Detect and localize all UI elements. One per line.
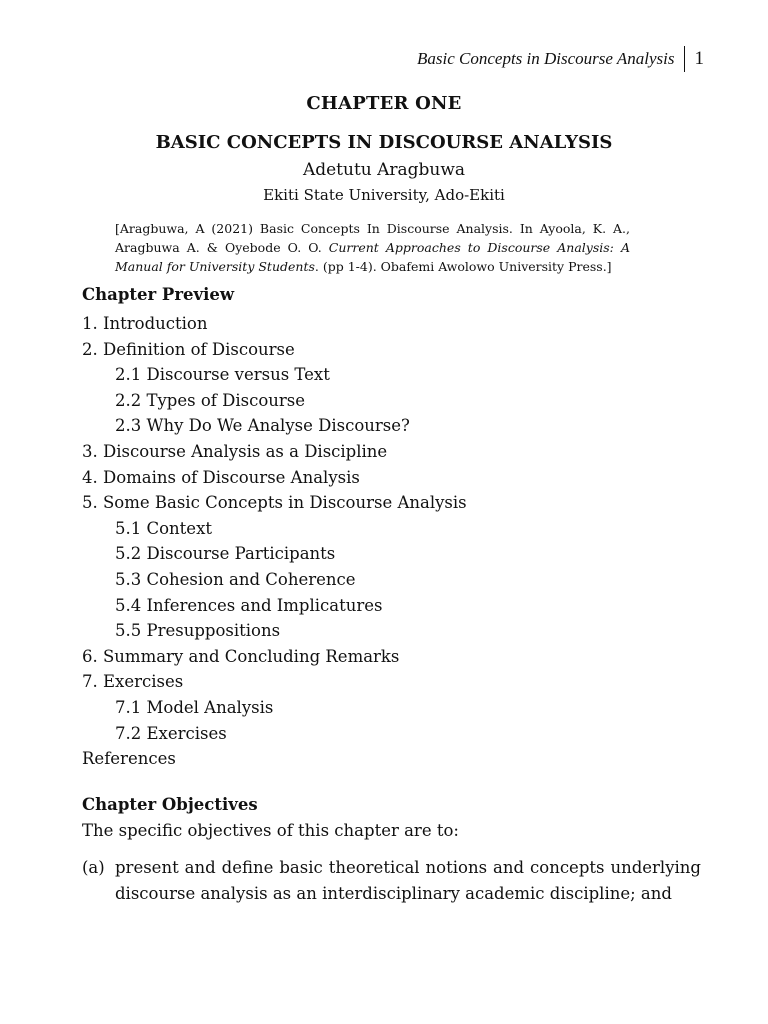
chapter-preview-heading: Chapter Preview — [82, 285, 235, 304]
running-header — [417, 46, 704, 72]
toc-subitem: 2.2 Types of Discourse — [115, 390, 306, 410]
objective-item-a — [82, 855, 701, 906]
citation-prefix: [Aragbuwa, A (2021) Basic Concepts In Discourse Analysis. In Ayoola, K. A., Aragbuwa A. & Oyebode O. O. — [115, 221, 630, 255]
toc-subitem: 2.1 Discourse versus Text — [115, 365, 330, 385]
toc-subitem: 7.2 Exercises — [115, 723, 227, 743]
toc-item: 2. Definition of Discourse — [82, 339, 295, 359]
toc-subitem: 2.3 Why Do We Analyse Discourse? — [115, 416, 410, 436]
toc-subitem: 5.5 Presuppositions — [115, 621, 281, 641]
objectives-intro: The specific objectives of this chapter are to: — [82, 821, 459, 840]
toc-subitem: 5.3 Cohesion and Coherence — [115, 569, 356, 589]
toc-subitem: 5.1 Context — [115, 518, 213, 538]
citation-note — [115, 219, 630, 276]
toc-item: 7. Exercises — [82, 672, 184, 692]
chapter-label: CHAPTER ONE — [306, 93, 462, 114]
toc-subitem: 7.1 Model Analysis — [115, 697, 274, 717]
citation-suffix: . (pp 1-4). Obafemi Awolowo University Press.] — [314, 259, 612, 274]
toc-item: 1. Introduction — [82, 314, 208, 333]
author-name: Adetutu Aragbuwa — [302, 160, 466, 180]
toc-item: References — [82, 749, 176, 769]
citation-book-title: Current Approaches to Discourse Analysis: A Manual for University Students — [115, 240, 630, 274]
author-affiliation: Ekiti State University, Ado-Ekiti — [263, 186, 505, 204]
toc-item: 4. Domains of Discourse Analysis — [82, 467, 360, 487]
objective-text-content: present and define basic theoretical notions and concepts underlying discourse analysis as an interdisciplinary academic discipline; and — [115, 858, 701, 903]
running-title: Basic Concepts in Discourse Analysis — [417, 49, 675, 68]
toc-subitem: 5.2 Discourse Participants — [115, 544, 336, 564]
toc-item: 5. Some Basic Concepts in Discourse Analysis — [82, 493, 467, 513]
toc-item: 6. Summary and Concluding Remarks — [82, 646, 400, 666]
toc-item: 3. Discourse Analysis as a Discipline — [82, 441, 388, 461]
chapter-objectives-heading: Chapter Objectives — [82, 795, 258, 814]
objective-text — [115, 855, 701, 906]
toc-subitem: 5.4 Inferences and Implicatures — [115, 595, 383, 615]
objective-marker: (a) — [82, 858, 105, 877]
page-number: 1 — [694, 48, 704, 69]
chapter-preview-list — [82, 311, 467, 772]
chapter-title: BASIC CONCEPTS IN DISCOURSE ANALYSIS — [155, 132, 613, 153]
